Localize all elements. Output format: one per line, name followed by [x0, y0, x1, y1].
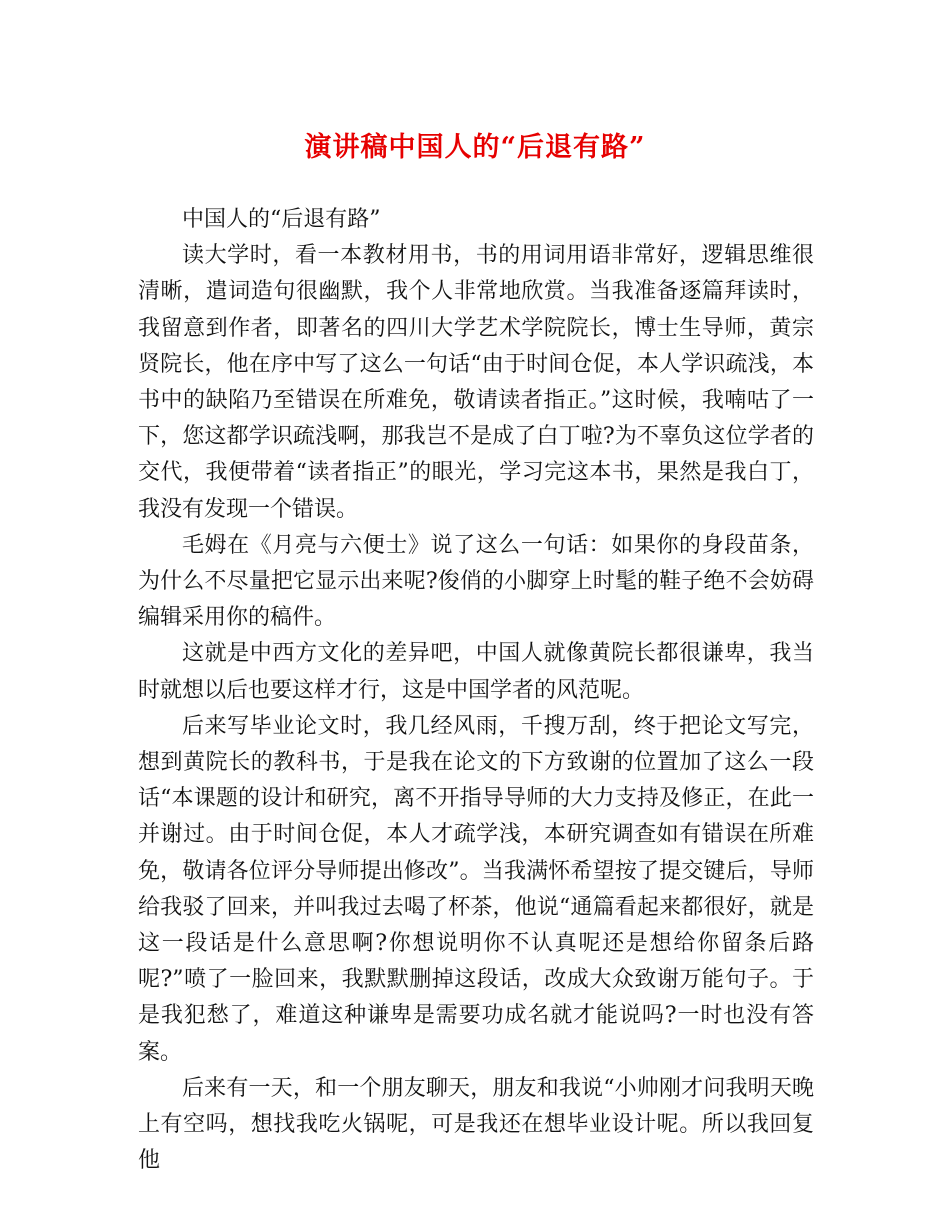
- paragraph: 后来写毕业论文时，我几经风雨，千搜万刮，终于把论文写完，想到黄院长的教科书，于是我在论文的下方致谢的位置加了这么一段话“本课题的设计和研究，离不开指导导师的大力支持及修正，在此一并谢过。由于时间仓促，本人才疏学浅，本研究调查如有错误在所难免，敬请各位评分导师提出修改”。当我满怀希望按了提交键后，导师给我驳了回来，并叫我过去喝了杯茶，他说“通篇看起来都很好，就是这一段话是什么意思啊?你想说明你不认真呢还是想给你留条后路呢?”喷了一脸回来，我默默删掉这段话，改成大众致谢万能句子。于是我犯愁了，难道这种谦卑是需要功成名就才能说吗?一时也没有答案。: [138, 713, 814, 1065]
- paragraph: 毛姆在《月亮与六便士》说了这么一句话：如果你的身段苗条，为什么不尽量把它显示出来呢?俊俏的小脚穿上时髦的鞋子绝不会妨碍编辑采用你的稿件。: [138, 532, 814, 631]
- paragraph: 读大学时，看一本教材用书，书的用词用语非常好，逻辑思维很清晰，遣词造句很幽默，我个人非常地欣赏。当我准备逐篇拜读时，我留意到作者，即著名的四川大学艺术学院院长，博士生导师，黄宗贤院长，他在序中写了这么一句话“由于时间仓促，本人学识疏浅，本书中的缺陷乃至错误在所难免，敬请读者指正。”这时候，我喃咕了一下，您这都学识疏浅啊，那我岂不是成了白丁啦?为不辜负这位学者的交代，我便带着“读者指正”的眼光，学习完这本书，果然是我白丁，我没有发现一个错误。: [138, 243, 814, 522]
- document-body: [138, 202, 814, 1179]
- document-title: 演讲稿中国人的“后退有路”: [304, 132, 646, 163]
- paragraph: 这就是中西方文化的差异吧，中国人就像黄院长都很谦卑，我当时就想以后也要这样才行，这是中国学者的风范呢。: [138, 641, 814, 703]
- paragraph: 后来有一天，和一个朋友聊天，朋友和我说“小帅刚才问我明天晚上有空吗，想找我吃火锅呢，可是我还在想毕业设计呢。所以我回复他: [138, 1075, 814, 1174]
- paragraph: 中国人的“后退有路”: [182, 207, 381, 232]
